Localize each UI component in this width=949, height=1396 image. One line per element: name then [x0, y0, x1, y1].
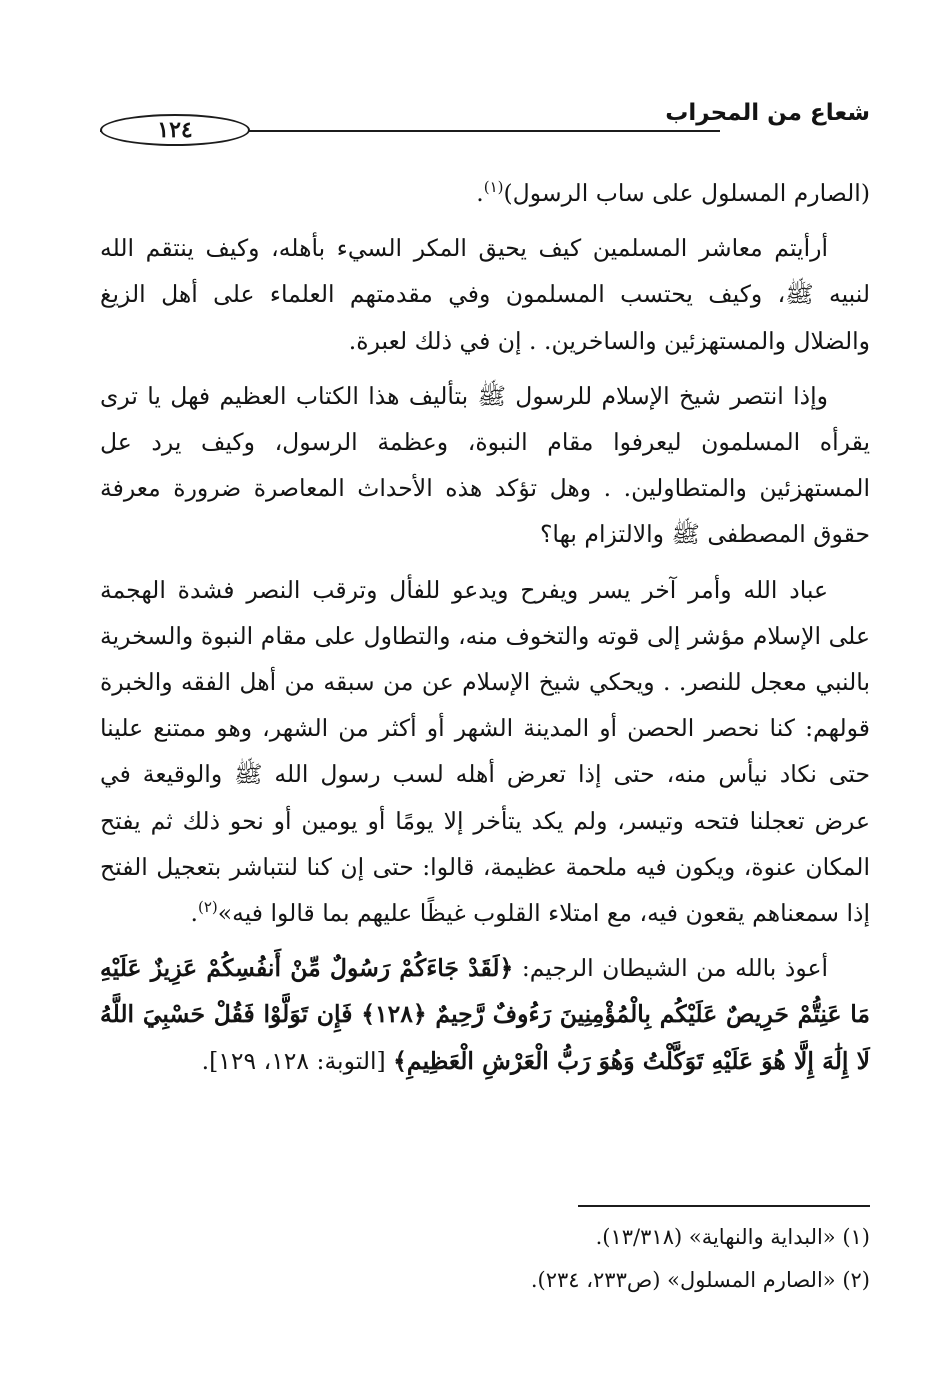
paragraph-4-text: عباد الله وأمر آخر يسر ويفرح ويدعو للفأل وترقب النصر فشدة الهجمة على الإسلام مؤشر إلى قوته والتخوف منه، والتطاول على مقام النبوة والسخرية بالنبي معجل للنصر. . ويحكي شيخ الإسلام عن من سبقه من أهل الفقه والخبرة قولهم: كنا نحصر الحصن أو المدينة الشهر أو أكثر من الشهر، وهو ممتنع علينا حتى نكاد نيأس منه، حتى إذا تعرض أهله لسب رسول الله ﷺ والوقيعة في عرض تعجلنا فتحه وتيسر، ولم يكد يتأخر إلا يومًا أو يومين أو نحو ذلك ثم يفتح المكان عنوة، ويكون فيه ملحمة عظيمة، قالوا: حتى إن كنا لنتباشر بتعجيل الفتح إذا سمعناهم يقعون فيه، مع امتلاء القلوب غيظًا عليهم بما قالوا فيه» [100, 575, 870, 928]
running-title: شعاع من المحراب [665, 100, 870, 126]
paragraph-5 [100, 945, 870, 1084]
paragraph-1-end: . [476, 179, 484, 207]
paragraph-3: وإذا انتصر شيخ الإسلام للرسول ﷺ بتأليف هذا الكتاب العظيم فهل يا ترى يقرأه المسلمون ليعرفوا مقام النبوة، وعظمة الرسول، وكيف يرد عل المستهزئين والمتطاولين. . وهل تؤكد هذه الأحداث المعاصرة ضرورة معرفة حقوق المصطفى ﷺ والالتزام بها؟ [100, 381, 870, 549]
page-header [100, 92, 870, 152]
footnote-ref-1: (١) [483, 178, 504, 197]
page-number: ١٢٤ [100, 114, 250, 146]
footnote-1: (١) «البداية والنهاية» (١٣/٣١٨). [595, 1225, 870, 1249]
footnote-ref-2: (٢) [197, 898, 218, 917]
footnote-2: (٢) «الصارم المسلول» (ص٢٣٣، ٢٣٤). [530, 1268, 870, 1292]
paragraph-2: أرأيتم معاشر المسلمين كيف يحيق المكر السيء بأهله، وكيف ينتقم الله لنبيه ﷺ، وكيف يحتسب المسلمون وفي مقدمتهم العلماء على أهل الزيغ والضلال والمستهزئين والساخرين. . إن في ذلك لعبرة. [100, 234, 871, 355]
quran-verse: ﴿لَقَدْ جَاءَكُمْ رَسُولٌ مِّنْ أَنفُسِكُمْ عَزِيزٌ عَلَيْهِ مَا عَنِتُّمْ حَرِيصٌ عَلَيْكُم بِالْمُؤْمِنِينَ رَءُوفٌ رَّحِيمٌ ﴿١٢٨﴾ فَإِن تَوَلَّوْا فَقُلْ حَسْبِيَ اللَّهُ لَا إِلَٰهَ إِلَّا هُوَ عَلَيْهِ تَوَكَّلْتُ وَهُوَ رَبُّ الْعَرْشِ الْعَظِيمِ﴾ [100, 954, 870, 1075]
paragraph-1 [100, 170, 870, 216]
istiadha: أعوذ بالله من الشيطان الرجيم: [513, 954, 829, 983]
footnotes [100, 1218, 870, 1304]
paragraph-4 [100, 567, 870, 937]
main-text [100, 170, 870, 1093]
footnote-separator [578, 1205, 870, 1207]
book-title-citation: (الصارم المسلول على ساب الرسول) [503, 179, 870, 207]
paragraph-4-end: . [190, 899, 198, 928]
verse-reference: [التوبة: ١٢٨، ١٢٩]. [201, 1046, 394, 1075]
